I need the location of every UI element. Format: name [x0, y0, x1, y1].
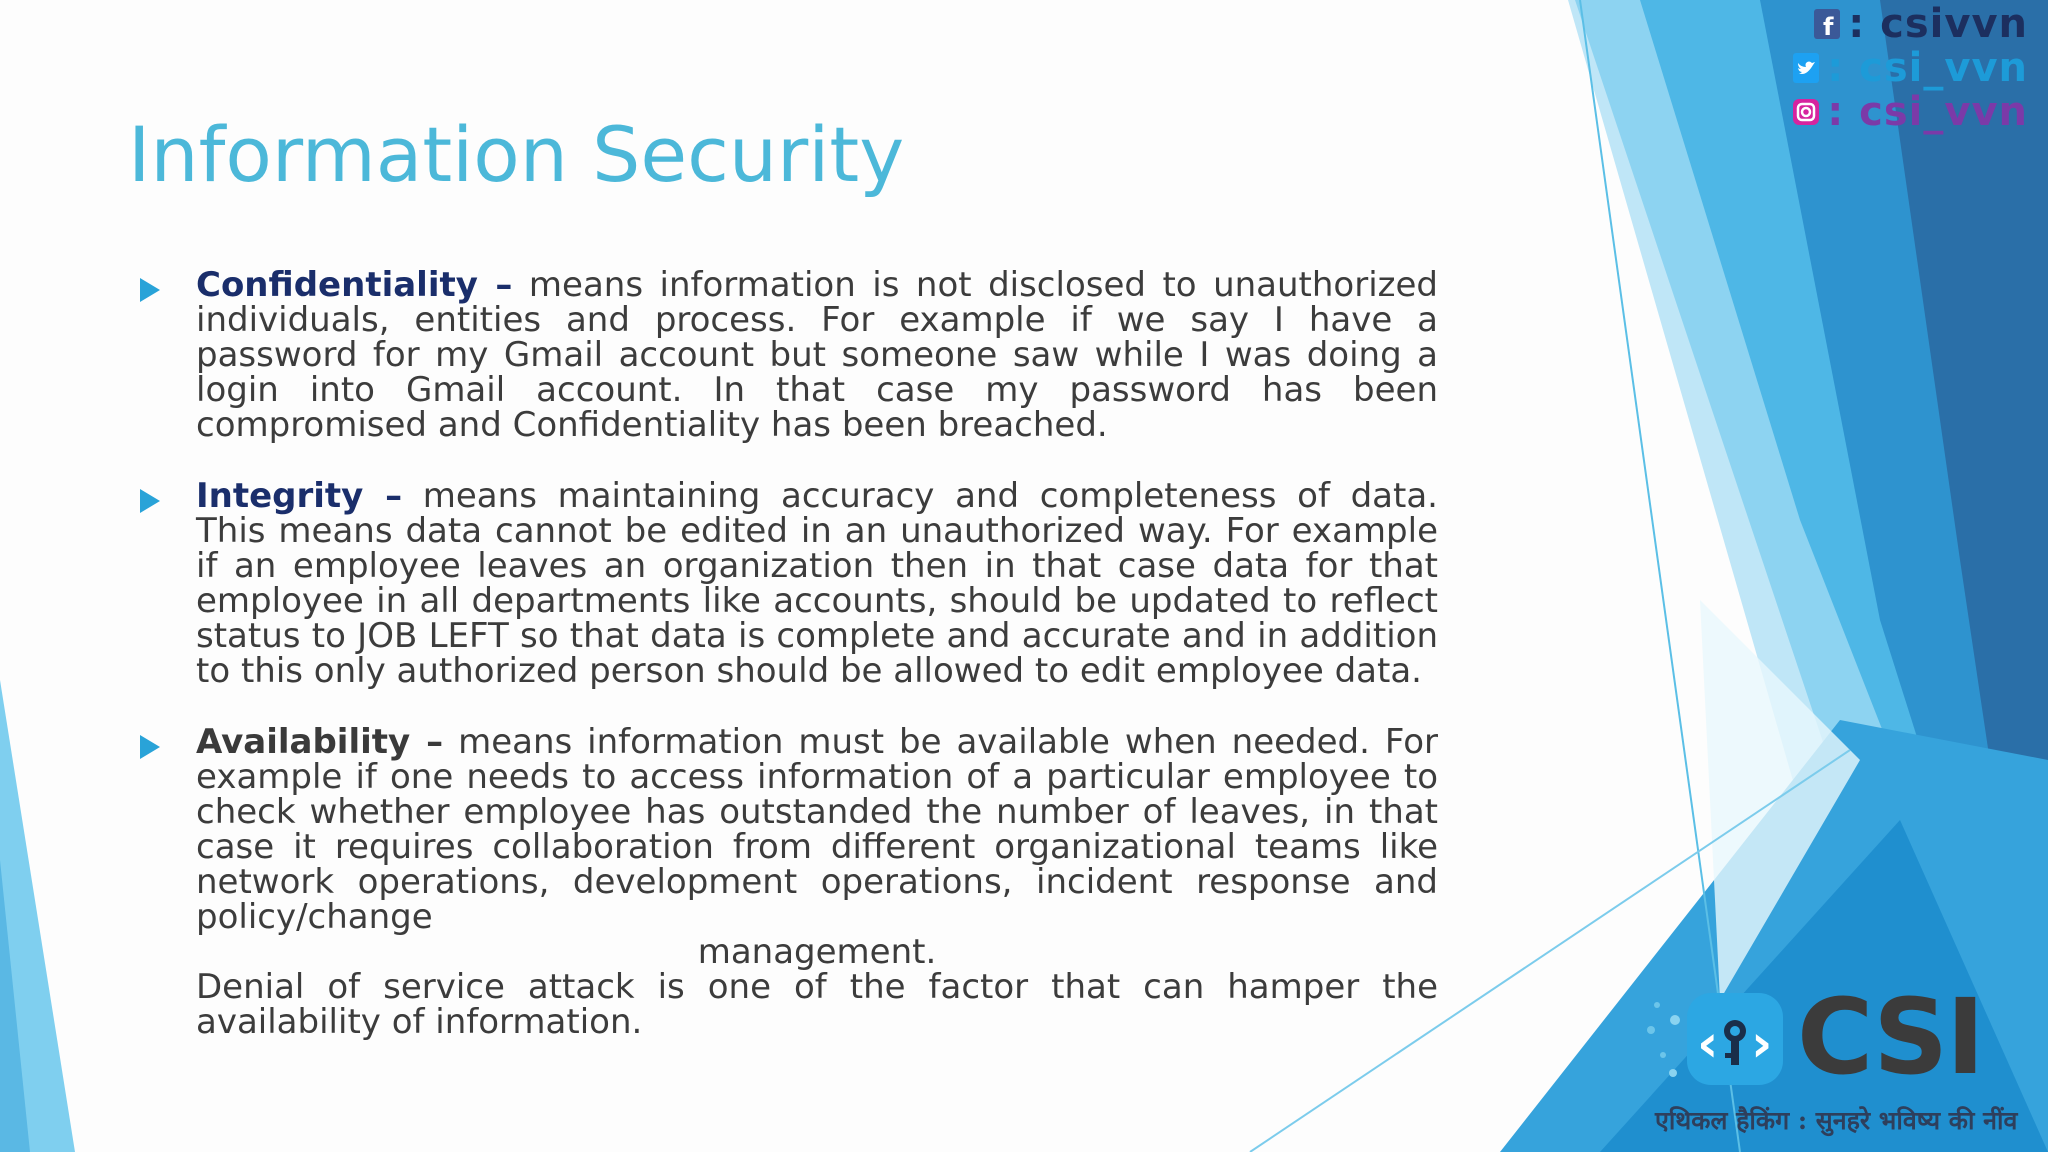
bullet-paragraph — [196, 265, 1439, 445]
bullet-arrow-icon — [140, 278, 160, 302]
bullet-text-extra: Denial of service attack is one of the factor that can hamper the availability of information. — [196, 967, 1438, 1042]
logo-wordmark: CSI — [1797, 976, 1983, 1098]
slide-title: Information Security — [128, 110, 905, 199]
bullet-paragraph — [196, 722, 1438, 937]
bullet-text: means information must be available when needed. For example if one needs to access information of a particular employee to check whether employee has outstanded the number of leaves, in that case it requires collaboration from different organizational teams like network operations, development operations, incident response and policy/change — [196, 722, 1438, 937]
bullet-term: Confidentiality – — [196, 265, 513, 305]
bullet-paragraph — [196, 476, 1438, 691]
facebook-handle[interactable] — [1793, 2, 2028, 46]
bullet-availability — [140, 722, 1438, 1042]
instagram-handle-text: : csi_vvn — [1827, 89, 2028, 135]
bullet-term: Integrity – — [196, 476, 403, 516]
instagram-icon — [1793, 97, 1819, 127]
twitter-icon — [1793, 53, 1819, 83]
social-handles — [1793, 2, 2028, 134]
svg-text:›: › — [1751, 1014, 1773, 1074]
svg-text:f: f — [1823, 13, 1834, 39]
bullet-text: means maintaining accuracy and completeness of data. This means data cannot be edited in an unauthorized way. For example if an employee leaves an organization then in that case data for that employee in all departments like accounts, should be updated to reflect status to JOB LEFT so that data is complete and accurate and in addition to this only authorized person should be allowed to edit employee data. — [196, 476, 1438, 691]
bullet-list — [140, 265, 1439, 1076]
facebook-icon — [1814, 9, 1840, 39]
twitter-handle-text: : csi_vvn — [1827, 45, 2028, 91]
bullet-arrow-icon — [140, 735, 160, 759]
twitter-handle[interactable] — [1793, 46, 2028, 90]
csi-logo — [1645, 976, 2035, 1140]
bullet-text-centered: management. — [697, 932, 937, 972]
key-lock-icon — [1645, 985, 1795, 1095]
svg-text:‹: ‹ — [1697, 1014, 1719, 1074]
bullet-confidentiality — [140, 265, 1439, 445]
bullet-text: means information is not disclosed to unauthorized individuals, entities and process. For example if we say I have a password for my Gmail account but someone saw while I was doing a login into Gmail account. In that case my password has been compromised and Confidentiality has been breached. — [196, 265, 1439, 445]
bullet-integrity — [140, 476, 1438, 691]
bullet-arrow-icon — [140, 489, 160, 513]
instagram-handle[interactable] — [1793, 90, 2028, 134]
facebook-handle-text: : csivvn — [1848, 1, 2028, 47]
bullet-term: Availability – — [196, 722, 444, 762]
logo-tagline: एथिकल हैकिंग : सुनहरे भविष्य की नींव — [1655, 1106, 2018, 1135]
